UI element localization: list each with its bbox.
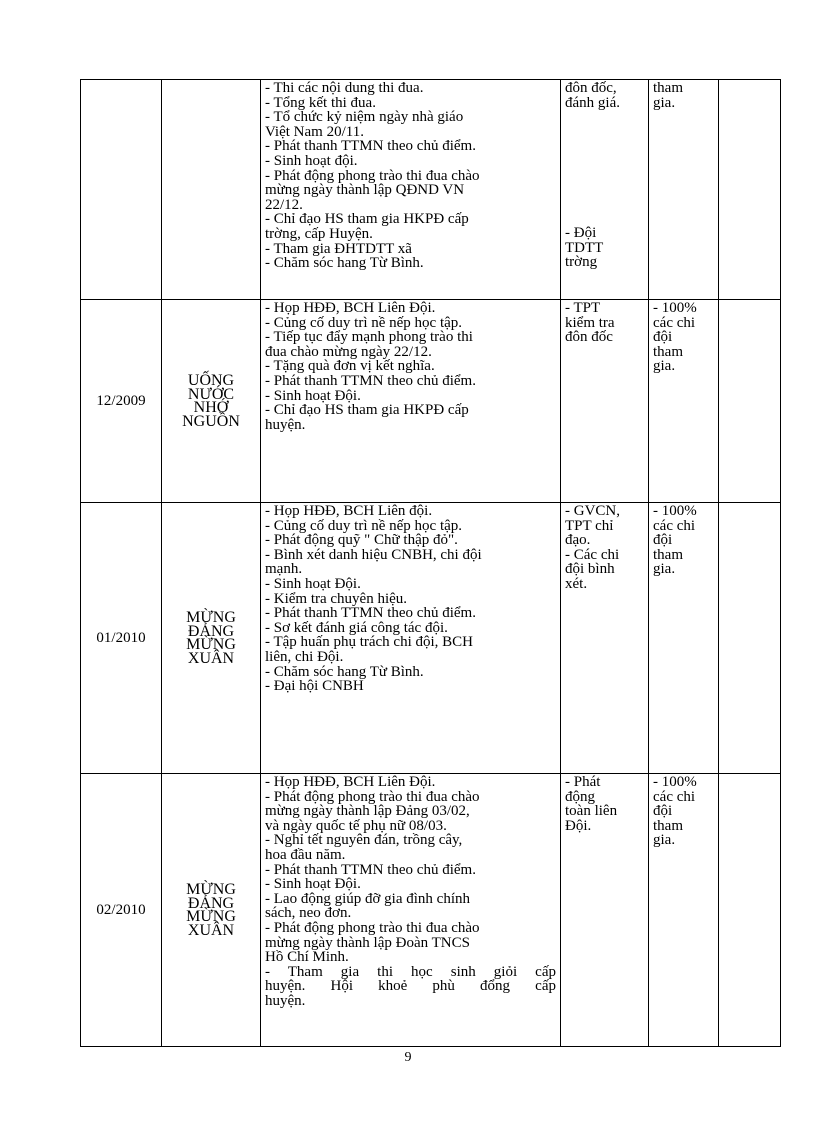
table-row — [81, 774, 781, 1047]
responsible-cell — [561, 774, 649, 1047]
content-line: Hồ Chí Minh. — [265, 949, 349, 966]
responsible-cell — [561, 300, 649, 503]
content-line: - Phát thanh TTMN theo chủ điểm. — [265, 605, 476, 622]
content-line: - Chỉ đạo HS tham gia HKPĐ cấp — [265, 402, 469, 419]
content-line: - Phát thanh TTMN theo chủ điểm. — [265, 372, 476, 389]
theme-line: MỪNG — [186, 609, 236, 626]
content-line: - Họp HĐĐ, BCH Liên Đội. — [265, 774, 436, 790]
table-row — [81, 300, 781, 503]
responsible-line: động — [565, 788, 595, 805]
content-line: và ngày quốc tế phụ nữ 08/03. — [265, 817, 447, 834]
responsible-line: TDTT — [565, 239, 604, 256]
content-cell — [261, 300, 561, 503]
content-line: liên, chi Đội. — [265, 648, 344, 665]
responsible-line: trờng — [565, 254, 598, 271]
result-line: - 100% — [653, 300, 697, 316]
theme-line: MỪNG — [186, 636, 236, 653]
page-number: 9 — [404, 1050, 412, 1065]
result-line: - 100% — [653, 503, 697, 519]
content-line: - Tổ chức kỷ niệm ngày nhà giáo — [265, 109, 464, 126]
content-line: sách, neo đơn. — [265, 905, 352, 922]
content-line: - Tổng kết thi đua. — [265, 94, 376, 111]
spacer — [565, 110, 644, 226]
content-line: mừng ngày thành lập Đoàn TNCS — [265, 934, 470, 951]
content-line: - Họp HĐĐ, BCH Liên Đội. — [265, 300, 436, 316]
month-cell: 12/2009 — [81, 300, 162, 503]
theme-cell — [162, 774, 261, 1047]
content-line: - Phát động phong trào thi đua chào — [265, 167, 480, 184]
content-line: - Bình xét danh hiệu CNBH, chi đội — [265, 546, 482, 563]
responsible-line: xét. — [565, 575, 588, 592]
content-line: - Kiểm tra chuyên hiệu. — [265, 590, 408, 607]
content-line: - Tiếp tục đẩy mạnh phong trào thi — [265, 329, 473, 346]
content-line: - Phát thanh TTMN theo chủ điểm. — [265, 861, 476, 878]
responsible-line: - Các chi — [565, 546, 620, 563]
content-line: - Đại hội CNBH — [265, 678, 364, 695]
result-line: đội — [653, 532, 673, 549]
result-cell — [649, 503, 719, 774]
theme-line: NƯỚC — [187, 385, 235, 403]
responsible-line: đôn đốc, — [565, 80, 617, 96]
content-line: - Lao động giúp đỡ gia đình chính — [265, 890, 470, 907]
theme-line: UỐNG — [187, 372, 235, 389]
result-line: tham — [653, 546, 683, 563]
content-line: - Củng cố duy trì nề nếp học tập. — [265, 517, 463, 534]
content-line: - Chăm sóc hang Từ Bình. — [265, 663, 424, 680]
theme-line: NHỚ — [193, 399, 229, 416]
theme-line: XUÂN — [187, 921, 235, 939]
content-line: Việt Nam 20/11. — [265, 123, 364, 140]
content-line: - Phát động phong trào thi đua chào — [265, 788, 480, 805]
content-line: mừng ngày thành lập QĐND VN — [265, 182, 465, 199]
month-cell — [81, 80, 162, 300]
result-line: đội — [653, 329, 673, 346]
result-line: tham — [653, 817, 683, 834]
table-row — [81, 80, 781, 300]
content-line: - Chỉ đạo HS tham gia HKPĐ cấp — [265, 211, 469, 228]
content-line: - Sinh hoạt Đội. — [265, 575, 361, 592]
content-line: - Tham gia thi học sinh giỏi cấp — [265, 963, 556, 980]
responsible-line: Đội. — [565, 817, 592, 834]
responsible-line: TPT chỉ — [565, 517, 614, 534]
content-line: - Sơ kết đánh giá công tác đội. — [265, 619, 448, 636]
content-line: - Sinh hoạt Đội. — [265, 387, 361, 404]
responsible-line: đạo. — [565, 532, 591, 549]
theme-line: ĐẢNG — [187, 622, 235, 640]
result-line: gia. — [653, 832, 676, 849]
responsible-line: đánh giá. — [565, 94, 620, 111]
content-line: - Họp HĐĐ, BCH Liên đội. — [265, 503, 433, 519]
content-line: huyện. — [265, 416, 306, 433]
responsible-line: toàn liên — [565, 803, 618, 820]
result-line: - 100% — [653, 774, 697, 790]
result-line: gia. — [653, 561, 676, 578]
content-line: - Củng cố duy trì nề nếp học tập. — [265, 314, 463, 331]
activity-plan-table — [80, 79, 781, 1047]
content-cell — [261, 80, 561, 300]
result-cell — [649, 774, 719, 1047]
content-line: - Tham gia ĐHTDTT xã — [265, 240, 412, 257]
content-line: hoa đầu năm. — [265, 846, 346, 863]
note-cell — [719, 503, 781, 774]
result-line: đội — [653, 803, 673, 820]
result-line: gia. — [653, 358, 676, 375]
content-line: - Phát động phong trào thi đua chào — [265, 919, 480, 936]
content-line: trờng, cấp Huyện. — [265, 225, 373, 242]
theme-line: NGUỒN — [182, 412, 240, 430]
theme-line: ĐẢNG — [187, 894, 235, 912]
content-line: - Phát thanh TTMN theo chủ điểm. — [265, 138, 476, 155]
content-line: - Chăm sóc hang Từ Bình. — [265, 255, 424, 272]
responsible-line: - Phát — [565, 774, 601, 790]
content-line: huyện. — [265, 992, 306, 1009]
result-line: tham — [653, 80, 683, 96]
responsible-cell — [561, 80, 649, 300]
theme-cell — [162, 503, 261, 774]
responsible-line: - GVCN, — [565, 503, 620, 519]
content-line: huyện. Hội khoẻ phù đổng cấp — [265, 978, 556, 995]
responsible-line: kiểm tra — [565, 314, 615, 331]
result-line: các chi — [653, 314, 696, 331]
content-line: đua chào mừng ngày 22/12. — [265, 343, 432, 360]
content-cell — [261, 503, 561, 774]
content-line: - Nghỉ tết nguyên đán, trồng cây, — [265, 832, 463, 849]
result-line: các chi — [653, 517, 696, 534]
result-line: các chi — [653, 788, 696, 805]
month-cell: 01/2010 — [81, 503, 162, 774]
theme-cell — [162, 300, 261, 503]
responsible-line: đôn đốc — [565, 329, 613, 346]
result-line: tham — [653, 343, 683, 360]
responsible-line: - Đội — [565, 225, 597, 242]
note-cell — [719, 774, 781, 1047]
content-line: mừng ngày thành lập Đảng 03/02, — [265, 803, 470, 820]
note-cell — [719, 300, 781, 503]
content-line: - Tập huấn phụ trách chi đội, BCH — [265, 634, 474, 651]
table-row — [81, 503, 781, 774]
responsible-line: - TPT — [565, 300, 601, 316]
theme-line: MỪNG — [186, 881, 236, 898]
content-line: - Phát động quỹ " Chữ thập đỏ". — [265, 532, 458, 549]
note-cell — [719, 80, 781, 300]
theme-cell — [162, 80, 261, 300]
result-cell — [649, 80, 719, 300]
content-line: mạnh. — [265, 561, 303, 578]
theme-line: MỪNG — [186, 908, 236, 925]
content-line: - Sinh hoạt đội. — [265, 152, 358, 169]
responsible-line: đội bình — [565, 561, 615, 578]
result-line: gia. — [653, 94, 676, 111]
content-cell — [261, 774, 561, 1047]
content-line: - Sinh hoạt Đội. — [265, 876, 361, 893]
theme-line: XUÂN — [187, 649, 235, 667]
content-line: - Thi các nội dung thi đua. — [265, 80, 424, 96]
content-line: - Tặng quà đơn vị kết nghĩa. — [265, 358, 435, 375]
month-cell: 02/2010 — [81, 774, 162, 1047]
result-cell — [649, 300, 719, 503]
content-line: 22/12. — [265, 196, 303, 213]
responsible-cell — [561, 503, 649, 774]
